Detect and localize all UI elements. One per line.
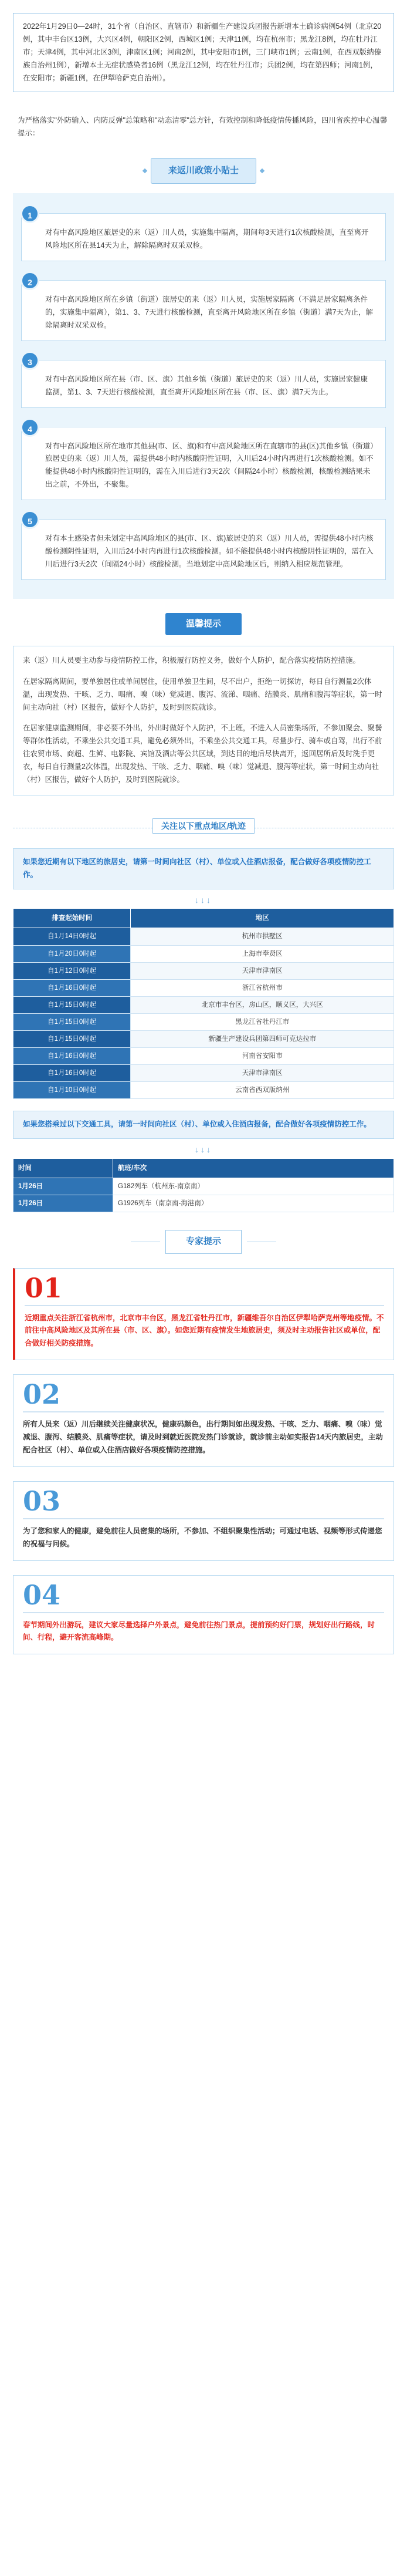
expert-tip-text: 为了您和家人的健康，避免前往人员密集的场所，不参加、不组织聚集性活动；可通过电话、视频等形式传递您的祝福与问候。 [23, 1526, 382, 1548]
table-cell-area: 黑龙江省牡丹江市 [131, 1013, 394, 1030]
divider [23, 1518, 384, 1519]
expert-tip-number: 03 [23, 1485, 61, 1517]
tip-text: 对有中高风险地区所在县（市、区、旗）其他乡镇（街道）旅居史的来（返）川人员，实施居家健康监测，第1、3、7天进行核酸检测，直至离开风险地区所在县（市、区、旗）满7天为止。 [45, 375, 368, 396]
table-cell-area: 杭州市拱墅区 [131, 928, 394, 945]
table-cell-time: 自1月14日0时起 [13, 928, 131, 945]
intro-text: 2022年1月29日0—24时，31个省（自治区、直辖市）和新疆生产建设兵团报告新增本土确诊病例54例（北京20例，其中丰台区13例，大兴区4例，朝阳区2例，西城区1例；天津11例，均在杭州市；黑龙江8例，均在牡丹江市；天津4例，其中河北区3例，津南区1例；河南2例，其中安阳市1例，三门峡市1例；云南1例，在西双版纳傣族自治州1例），新增本土无症状感染者16例（黑龙江12例，均在牡丹江市；兵团2例，均在第四师；河南1例，在安阳市；新疆1例，在伊犁哈萨克自治州）。 [23, 22, 382, 82]
table-row [13, 1178, 394, 1195]
tip-number: 4 [21, 418, 39, 437]
tip-text: 对有本土感染者但未划定中高风险地区的县(市、区、旗)旅居史的来（返）川人员，需提供48小时内核酸检测阴性证明，入川后24小时内再进行1次核酸检测。如不能提供48小时内核酸阴性证明的，需在入川后进行3天2次（间隔24小时）核酸检测。当地划定中高风险地区后，则纳入相应规范管理。 [45, 534, 374, 568]
transport-table [13, 1158, 394, 1212]
policy-tip [21, 280, 386, 341]
table-row [13, 928, 394, 945]
lead-text: 为严格落实"外防输入、内防反弹"总策略和"动态清零"总方针，有效控制和降低疫情传播风险，四川省疾控中心温馨提示： [18, 116, 388, 138]
table-cell-area: 天津市津南区 [131, 1065, 394, 1082]
policy-tips [13, 193, 394, 598]
table-header: 航班/车次 [113, 1159, 394, 1178]
policy-tip [21, 357, 386, 408]
expert-tip-text: 所有人员来（返）川后继续关注健康状况，健康码颜色，出行期间如出现发热、干咳、乏力、咽痛、嗅（味）觉减退、腹泻、结膜炎、肌痛等症状，请及时到就近医院发热门诊就诊，就诊前主动如实报告14天内旅居史，主动配合社区（村）、单位或入住酒店做好各项疫情防控措施。 [23, 1420, 383, 1454]
tip-number: 3 [21, 351, 39, 370]
table-cell-time: 自1月15日0时起 [13, 1013, 131, 1030]
warm-tips-box [13, 646, 394, 795]
table-row [13, 1195, 394, 1212]
table-header: 地区 [131, 909, 394, 928]
tip-text: 对有中高风险地区所在地市其他县(市、区、旗)和有中高风险地区所在直辖市的县(区)其他乡镇（街道）旅居史的来（返）川人员，需提供48小时内核酸阴性证明，入川后24小时内再进行1次核酸检测。如不能提供48小时内核酸阴性证明的，需在入川后进行3天2次（间隔24小时）核酸检测，核酸检测结果未出之前，不外出，不聚集。 [45, 441, 374, 489]
table-cell-area: 河南省安阳市 [131, 1048, 394, 1065]
table-cell-time: 自1月16日0时起 [13, 1048, 131, 1065]
divider [23, 1411, 384, 1412]
table-row [13, 1030, 394, 1047]
table-cell-time: 自1月20日0时起 [13, 945, 131, 962]
warm-tip-paragraph: 在居家隔离期间，要单独居住或单间居住，使用单独卫生间，尽不出户，拒绝一切探访，每日自行测量2次体温，出现发热、干咳、乏力、咽痛、嗅（味）觉减退、腹泻、流涕、咽痛、结膜炎、肌痛和腹泻等症状，第一时间主动向社（村）区报告，做好个人防护，及时到医院就诊。 [23, 677, 382, 712]
table-cell-area: 浙江省杭州市 [131, 979, 394, 996]
table-row [13, 1082, 394, 1099]
table-cell-area: 天津市津南区 [131, 962, 394, 979]
table-header-row [13, 909, 394, 928]
table-cell-train: G1926列车（南京南-海港南） [113, 1195, 394, 1212]
section-title-warm-tips: 温馨提示 [165, 613, 242, 635]
table-row [13, 996, 394, 1013]
table-cell-train: G182列车（杭州东-南京南） [113, 1178, 394, 1195]
tip-text: 对有中高风险地区所在乡镇（街道）旅居史的来（返）川人员，实施居家隔离（不满足居家隔离条件的，实施集中隔离），第1、3、7天进行核酸检测，直至离开风险地区所在乡镇（街道）满7天为止，解除隔离时双采双检。 [45, 295, 374, 329]
areas-notice [13, 848, 394, 889]
expert-tip-text: 近期重点关注浙江省杭州市，北京市丰台区，黑龙江省牡丹江市，新疆维吾尔自治区伊犁哈萨克州等地疫情。不前往中高风险地区及其所在县（市、区、旗）。如您近期有疫情发生地旅居史，须及时主动报告社区或单位，配合做好相关防疫措施。 [25, 1313, 384, 1348]
section-title-expert: 专家提示 [165, 1230, 242, 1253]
warm-tip-paragraph: 来（返）川人员要主动参与疫情防控工作，积极履行防控义务，做好个人防护，配合落实疫情防控措施。 [23, 656, 361, 665]
tip-number: 1 [21, 204, 39, 223]
table-cell-time: 自1月15日0时起 [13, 996, 131, 1013]
table-row [13, 979, 394, 996]
intro-box [13, 13, 394, 92]
expert-tip [13, 1374, 394, 1467]
tip-text: 对有中高风险地区旅居史的来（返）川人员，实施集中隔离，期间每3天进行1次核酸检测，直至离开风险地区所在县14天为止，解除隔离时双采双检。 [45, 228, 369, 250]
areas-notice-text: 如果您近期有以下地区的旅居史，请第一时间向社区（村）、单位或入住酒店报备，配合做好各项疫情防控工作。 [23, 857, 371, 879]
table-header: 排查起始时间 [13, 909, 131, 928]
expert-tip-number: 04 [23, 1579, 61, 1611]
expert-tip [13, 1481, 394, 1561]
areas-table [13, 908, 394, 1099]
section-title-policy: 来返川政策小贴士 [151, 158, 256, 184]
table-row [13, 945, 394, 962]
expert-tip [13, 1268, 394, 1361]
table-cell-area: 新疆生产建设兵团第四师可克达拉市 [131, 1030, 394, 1047]
section-title-focus-areas [13, 819, 394, 837]
tip-number: 2 [21, 271, 39, 290]
table-cell-date: 1月26日 [13, 1195, 113, 1212]
table-row [13, 1013, 394, 1030]
table-cell-time: 自1月12日0时起 [13, 962, 131, 979]
table-cell-area: 北京市丰台区，房山区，顺义区，大兴区 [131, 996, 394, 1013]
section-title-text: 关注以下重点地区/轨迹 [152, 818, 255, 834]
expert-tip-number: 01 [25, 1272, 63, 1304]
table-row [13, 1048, 394, 1065]
divider [23, 1612, 384, 1613]
transport-notice [13, 1111, 394, 1139]
expert-tip-number: 02 [23, 1378, 61, 1411]
down-arrows-icon: ↓↓↓ [195, 895, 212, 905]
policy-tip [21, 424, 386, 501]
policy-tip [21, 519, 386, 580]
warm-tip-paragraph: 在居家健康监测期间，非必要不外出，外出时做好个人防护，不上班，不进入人员密集场所，不参加聚会、聚餐等群体性活动，不乘坐公共交通工具，避免必须外出，不乘坐公共交通工具，尽量步行、骑车或自驾，出行不前往农贸市场、商超、生鲜、电影院、宾馆及酒店等公共区域，到达目的地后尽快离开，返回居所后及时洗手更衣，每日自行测量2次体温，出现发热、干咳、乏力、咽痛、嗅（味）觉减退、腹泻等症状，第一时间主动向社（村）区报告，做好个人防护，及时到医院就诊。 [23, 724, 382, 784]
table-cell-area: 上海市奉贤区 [131, 945, 394, 962]
expert-tip-text: 春节期间外出游玩，建议大家尽量选择户外景点，避免前往热门景点，提前预约好门票，规划好出行路线，时间、行程，避开客流高峰期。 [23, 1620, 375, 1642]
down-arrows-icon: ↓↓↓ [195, 1145, 212, 1155]
transport-notice-text: 如果您搭乘过以下交通工具，请第一时间向社区（村）、单位或入住酒店报备，配合做好各项疫情防控工作。 [23, 1120, 371, 1129]
table-cell-area: 云南省西双版纳州 [131, 1082, 394, 1099]
table-cell-date: 1月26日 [13, 1178, 113, 1195]
table-row [13, 962, 394, 979]
policy-tip [21, 213, 386, 261]
table-cell-time: 自1月15日0时起 [13, 1030, 131, 1047]
table-header-row [13, 1159, 394, 1178]
table-cell-time: 自1月16日0时起 [13, 1065, 131, 1082]
tip-number: 5 [21, 510, 39, 529]
divider [25, 1305, 384, 1306]
expert-tip [13, 1575, 394, 1655]
table-row [13, 1065, 394, 1082]
table-header: 时间 [13, 1159, 113, 1178]
table-cell-time: 自1月10日0时起 [13, 1082, 131, 1099]
table-cell-time: 自1月16日0时起 [13, 979, 131, 996]
